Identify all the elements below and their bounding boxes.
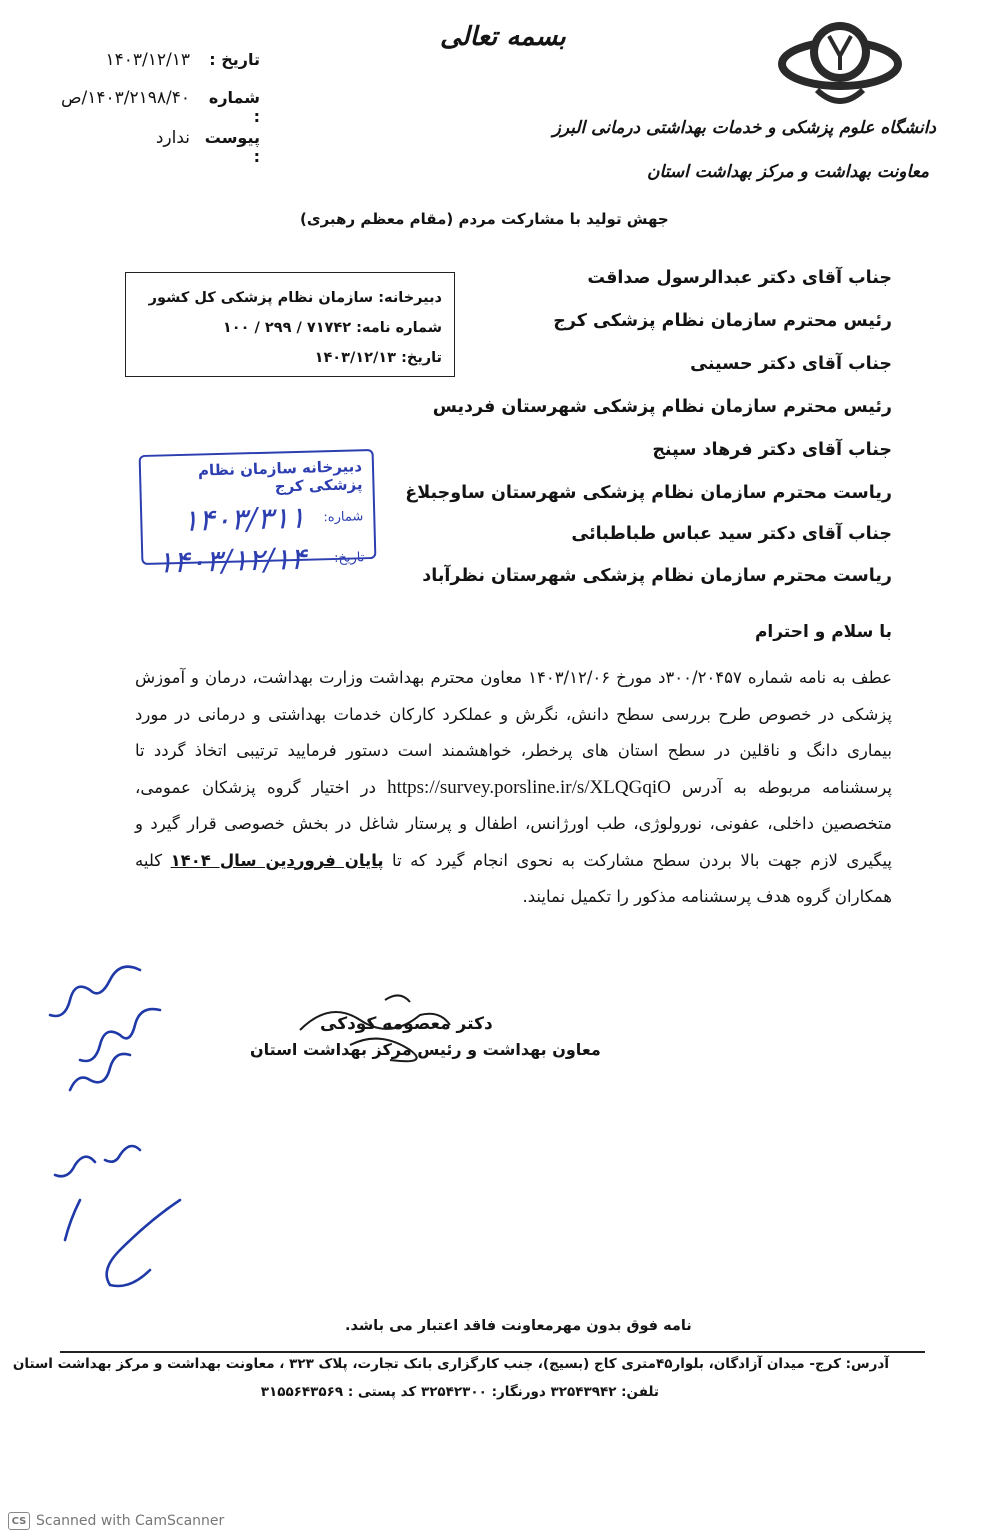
signatory-title: معاون بهداشت و رئیس مرکز بهداشت استان	[250, 1040, 601, 1059]
greeting: با سلام و احترام	[754, 622, 892, 642]
date-value: ۱۴۰۳/۱۲/۱۳	[105, 50, 190, 70]
survey-link[interactable]: https://survey.porsline.ir/s/XLQGqiO	[387, 776, 671, 798]
attachment-value: ندارد	[155, 128, 190, 148]
stamp-date-label: تاریخ:	[333, 550, 365, 567]
stamp-title: دبیرخانه سازمان نظام پزشکی کرج	[197, 457, 363, 496]
number-label: شماره :	[208, 88, 260, 126]
university-name: دانشگاه علوم پزشکی و خدمات بهداشتی درمانی البرز	[552, 118, 936, 138]
date-label: تاریخ :	[209, 50, 260, 69]
stamp-number-value: ۱۴۰۳/۳۱۱	[181, 500, 306, 539]
camscanner-logo-icon: CS	[8, 1512, 30, 1530]
secretariat-line: دبیرخانه: سازمان نظام پزشکی کل کشور	[148, 290, 442, 306]
secretariat-box	[125, 272, 455, 377]
recipient-line: رئیس محترم سازمان نظام پزشکی کرج	[553, 311, 892, 331]
footer-address: آدرس: کرج- میدان آزادگان، بلوار۴۵متری کاج (بسیج)، جنب کارگزاری بانک تجارت، پلاک ۳۲۳ ، معاونت بهداشت و مرکز بهداشت استان	[12, 1356, 889, 1372]
handwritten-notes-icon	[20, 950, 220, 1310]
bismillah-heading: بسمه تعالی	[440, 22, 566, 52]
body-text-part: عطف به نامه شماره ۳۰۰/۲۰۴۵۷د مورخ ۱۴۰۳/۱۲/۰۶ معاون محترم بهداشت وزارت بهداشت، درمان و آموزش پزشکی در خصوص طرح بررسی سطح دانش، نگرش و عملکرد کارکان خدمات بهداشتی و درمانی در مورد بیماری دانگ و ناقلین در سطح استان های پرخطر، خواهشمند است دستور فرمایید ترتیبی اتخاذ گردد تا پرسشنامه مربوطه به آدرس	[135, 668, 893, 797]
secretariat-letter-number: شماره نامه: ۷۱۷۴۲ / ۲۹۹ / ۱۰۰	[222, 320, 442, 336]
date-row	[40, 50, 260, 70]
stamp-number-row	[152, 499, 364, 540]
footer-phones: تلفن: ۳۲۵۴۳۹۴۲ دورنگار: ۳۲۵۴۲۳۰۰ کد پستی : ۳۱۵۵۶۴۳۵۶۹	[260, 1384, 659, 1400]
signatory-name: دکتر معصومه کودکی	[320, 1014, 493, 1034]
recipient-line: رئیس محترم سازمان نظام پزشکی شهرستان فردیس	[432, 397, 892, 417]
validity-note: نامه فوق بدون مهرمعاونت فاقد اعتبار می باشد.	[345, 1318, 692, 1334]
recipient-line: جناب آقای دکتر سید عباس طباطبائی	[571, 524, 892, 544]
recipient-line: جناب آقای دکتر عبدالرسول صداقت	[587, 268, 892, 288]
recipient-line: ریاست محترم سازمان نظام پزشکی شهرستان ساوجبلاغ	[405, 483, 892, 503]
secretariat-date: تاریخ: ۱۴۰۳/۱۲/۱۳	[314, 350, 442, 366]
registry-stamp	[139, 449, 377, 581]
scanner-watermark-text: Scanned with CamScanner	[36, 1513, 225, 1529]
attachment-row	[40, 128, 260, 166]
stamp-date-row	[153, 540, 365, 581]
recipient-line: ریاست محترم سازمان نظام پزشکی شهرستان نظرآباد	[422, 566, 892, 586]
body-text-part: کلیه همکاران گروه هدف پرسشنامه مذکور را تکمیل نمایند.	[135, 850, 892, 906]
university-logo-icon	[775, 12, 905, 117]
slogan: جهش تولید با مشارکت مردم (مقام معظم رهبری)	[300, 210, 669, 228]
scanner-watermark	[8, 1512, 224, 1530]
letter-body	[135, 660, 892, 916]
footer-divider	[60, 1351, 925, 1353]
body-text-part: در اختیار گروه پزشکان عمومی، متخصصین داخلی، عفونی، نورولوژی، طب اورژانس، اطفال و پرستار شاغل در بخش خصوصی قرار گیرد و پیگیری لازم جهت بالا بردن سطح مشارکت به نحوی انجام گیرد که تا	[135, 777, 893, 870]
department-name: معاونت بهداشت و مرکز بهداشت استان	[647, 162, 929, 182]
recipient-line: جناب آقای دکتر حسینی	[690, 354, 892, 374]
number-row	[40, 88, 260, 126]
signature-scribble-icon	[290, 990, 470, 1070]
number-value: ۱۴۰۳/۲۱۹۸/۴۰/ص	[60, 88, 190, 108]
attachment-label: پیوست :	[204, 128, 260, 166]
deadline-text: پایان فروردین سال ۱۴۰۴	[170, 850, 384, 870]
recipient-line: جناب آقای دکتر فرهاد سپنج	[652, 440, 892, 460]
stamp-number-label: شماره:	[323, 509, 364, 526]
stamp-date-value: ۱۴۰۳/۱۲/۱۴	[156, 541, 307, 581]
